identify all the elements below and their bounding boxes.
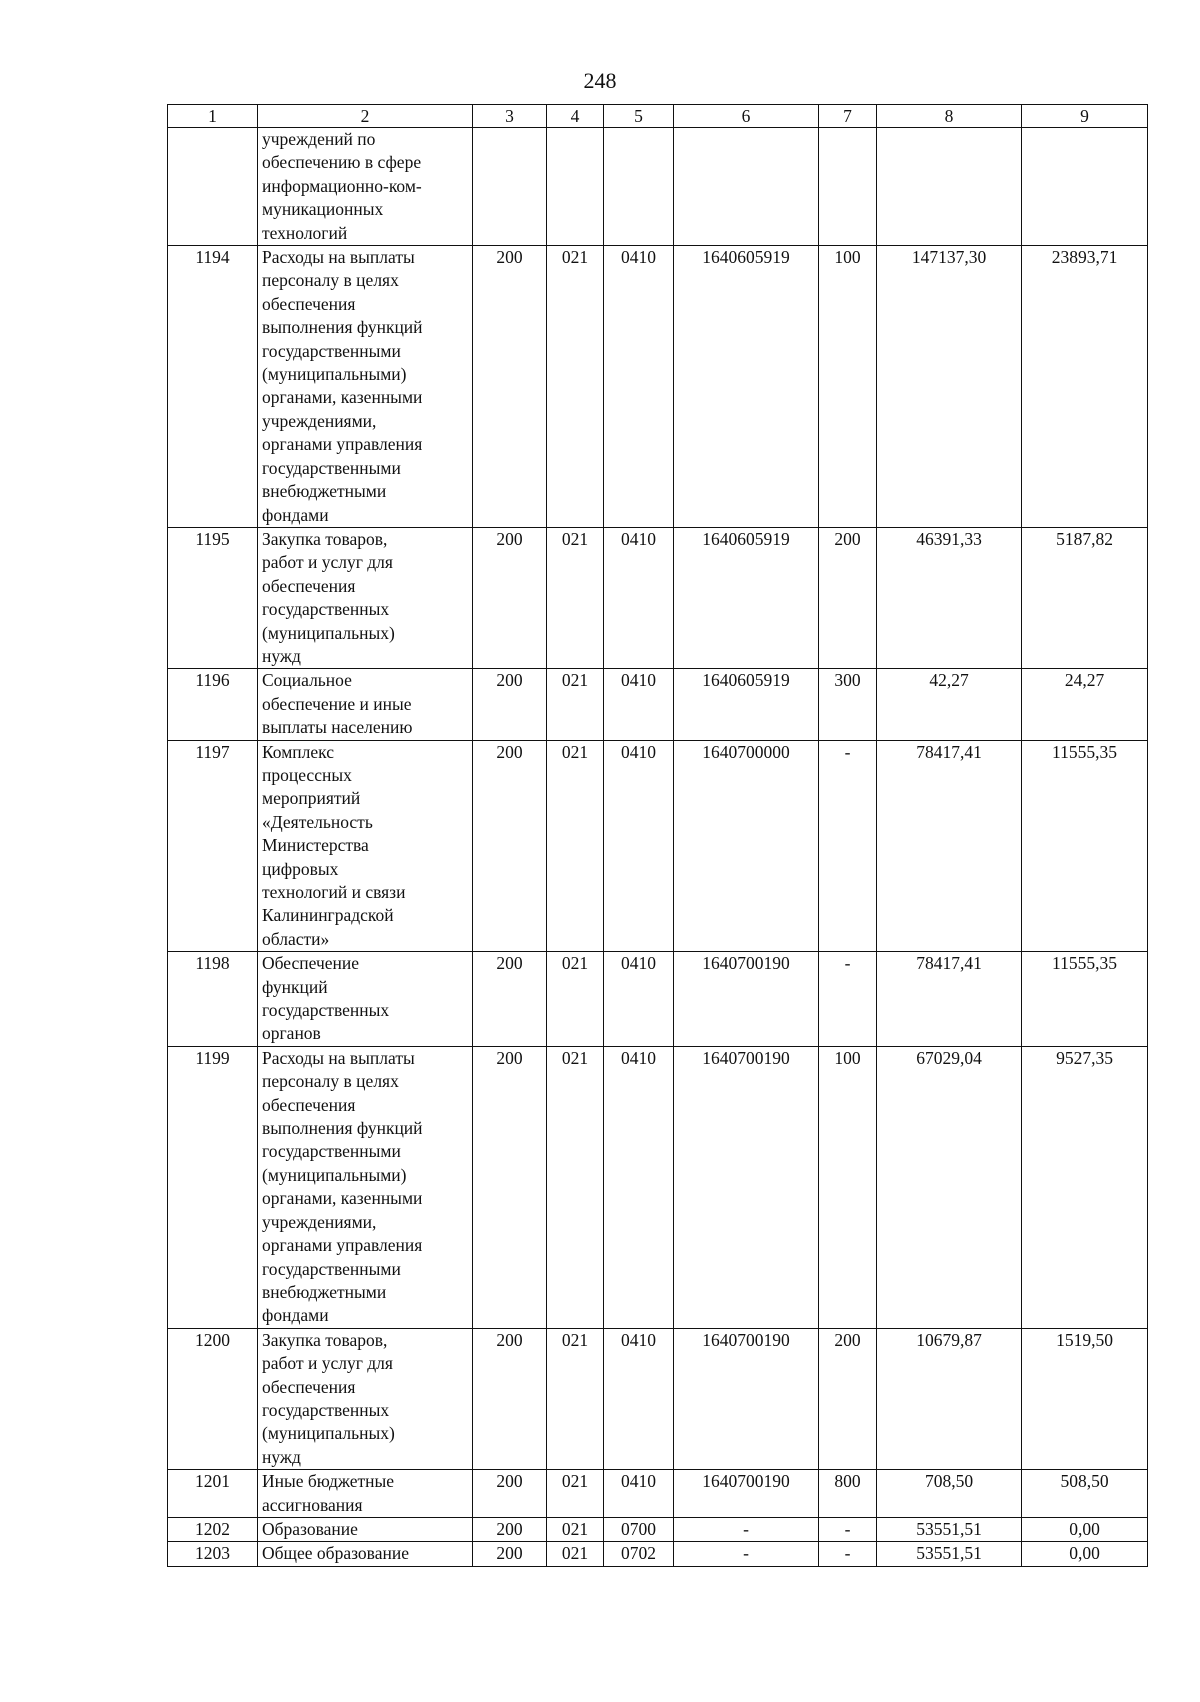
- item-name-line: работ и услуг для: [262, 552, 393, 573]
- code-cell-3: 200: [473, 1517, 547, 1541]
- code-cell-7: -: [819, 740, 877, 952]
- code-cell-6: 1640605919: [674, 527, 819, 668]
- item-name-line: Закупка товаров,: [262, 528, 388, 549]
- amount-cell-8: 53551,51: [877, 1517, 1022, 1541]
- item-name-line: государственными: [262, 1141, 401, 1162]
- code-cell-5: 0410: [604, 669, 674, 740]
- code-cell-4: 021: [547, 740, 604, 952]
- table-row: [168, 669, 1148, 740]
- item-name-line: выполнения функций: [262, 317, 423, 338]
- amount-cell-8: 67029,04: [877, 1046, 1022, 1328]
- item-name-line: внебюджетными: [262, 481, 387, 502]
- item-name-line: государственными: [262, 457, 401, 478]
- code-cell-4: 021: [547, 1517, 604, 1541]
- item-name-line: государственными: [262, 1258, 401, 1279]
- item-name-line: информационно-ком-: [262, 175, 422, 196]
- item-name-line: персоналу в целях: [262, 270, 399, 291]
- table-row: [168, 1517, 1148, 1541]
- item-name-line: работ и услуг для: [262, 1353, 393, 1374]
- item-name-line: Обеспечение: [262, 953, 360, 974]
- code-cell-5: 0700: [604, 1517, 674, 1541]
- code-cell-5: 0410: [604, 246, 674, 528]
- code-cell-7: 100: [819, 1046, 877, 1328]
- row-number-cell: 1196: [168, 669, 258, 740]
- item-name-line: обеспечения: [262, 1094, 356, 1115]
- code-cell-6: -: [674, 1542, 819, 1566]
- item-name-line: (муниципальных): [262, 622, 395, 643]
- item-name-line: Расходы на выплаты: [262, 1047, 415, 1068]
- item-name-line: технологий: [262, 222, 348, 243]
- table-row: [168, 527, 1148, 668]
- item-name-line: Закупка товаров,: [262, 1329, 388, 1350]
- amount-cell-9: 5187,82: [1022, 527, 1148, 668]
- item-name-cell: [258, 952, 473, 1047]
- code-cell-7: 200: [819, 1328, 877, 1469]
- item-name-line: учреждений по: [262, 129, 376, 149]
- table-row: [168, 1046, 1148, 1328]
- item-name-cell: [258, 1046, 473, 1328]
- amount-cell-9: 1519,50: [1022, 1328, 1148, 1469]
- code-cell-3: 200: [473, 246, 547, 528]
- amount-cell-8: 42,27: [877, 669, 1022, 740]
- code-cell-7: 300: [819, 669, 877, 740]
- code-cell-6: 1640700190: [674, 1470, 819, 1518]
- item-name-line: органов: [262, 1023, 321, 1044]
- code-cell-3: 200: [473, 527, 547, 668]
- column-header: 3: [473, 105, 547, 128]
- budget-table: [167, 104, 1148, 1567]
- item-name-line: (муниципальными): [262, 1164, 407, 1185]
- item-name-line: ассигнования: [262, 1494, 363, 1515]
- code-cell-5: 0410: [604, 740, 674, 952]
- item-name-line: государственных: [262, 1399, 390, 1420]
- code-cell-7: -: [819, 1542, 877, 1566]
- column-header: 2: [258, 105, 473, 128]
- item-name-line: мероприятий: [262, 788, 361, 809]
- code-cell-7: -: [819, 952, 877, 1047]
- item-name-line: функций: [262, 976, 328, 997]
- row-number-cell: 1198: [168, 952, 258, 1047]
- amount-cell-8: 53551,51: [877, 1542, 1022, 1566]
- item-name-line: Общее образование: [262, 1543, 409, 1564]
- item-name-cell: [258, 1470, 473, 1518]
- item-name-line: Калининградской: [262, 905, 394, 926]
- table-row: [168, 1328, 1148, 1469]
- column-header: 4: [547, 105, 604, 128]
- code-cell-6: 1640700190: [674, 1328, 819, 1469]
- amount-cell-9: [1022, 128, 1148, 246]
- item-name-line: процессных: [262, 764, 352, 785]
- item-name-line: государственными: [262, 340, 401, 361]
- amount-cell-8: 10679,87: [877, 1328, 1022, 1469]
- column-header: 1: [168, 105, 258, 128]
- code-cell-5: 0410: [604, 1470, 674, 1518]
- code-cell-6: 1640700190: [674, 952, 819, 1047]
- row-number-cell: [168, 128, 258, 246]
- item-name-cell: [258, 669, 473, 740]
- code-cell-3: [473, 128, 547, 246]
- item-name-cell: [258, 246, 473, 528]
- item-name-cell: [258, 1517, 473, 1541]
- table-row: [168, 740, 1148, 952]
- item-name-line: Социальное: [262, 670, 352, 691]
- item-name-line: Министерства: [262, 835, 369, 856]
- amount-cell-8: 78417,41: [877, 740, 1022, 952]
- table-row: [168, 246, 1148, 528]
- code-cell-5: 0410: [604, 527, 674, 668]
- item-name-line: выплаты населению: [262, 717, 413, 738]
- table-body: [168, 128, 1148, 1567]
- table-row: [168, 1542, 1148, 1566]
- item-name-line: персоналу в целях: [262, 1071, 399, 1092]
- row-number-cell: 1199: [168, 1046, 258, 1328]
- item-name-line: органами управления: [262, 1235, 423, 1256]
- code-cell-5: [604, 128, 674, 246]
- row-number-cell: 1197: [168, 740, 258, 952]
- item-name-line: органами, казенными: [262, 387, 423, 408]
- code-cell-5: 0410: [604, 1046, 674, 1328]
- code-cell-3: 200: [473, 1328, 547, 1469]
- item-name-line: выполнения функций: [262, 1118, 423, 1139]
- code-cell-4: 021: [547, 527, 604, 668]
- code-cell-6: 1640700000: [674, 740, 819, 952]
- item-name-line: цифровых: [262, 858, 339, 879]
- code-cell-7: -: [819, 1517, 877, 1541]
- amount-cell-8: 78417,41: [877, 952, 1022, 1047]
- column-header: 5: [604, 105, 674, 128]
- table-row: [168, 952, 1148, 1047]
- item-name-line: государственных: [262, 599, 390, 620]
- code-cell-4: 021: [547, 669, 604, 740]
- item-name-line: Иные бюджетные: [262, 1471, 395, 1492]
- code-cell-7: 100: [819, 246, 877, 528]
- amount-cell-8: [877, 128, 1022, 246]
- code-cell-4: 021: [547, 1470, 604, 1518]
- amount-cell-9: 11555,35: [1022, 952, 1148, 1047]
- code-cell-5: 0410: [604, 1328, 674, 1469]
- item-name-line: обеспечение и иные: [262, 693, 412, 714]
- item-name-line: обеспечению в сфере: [262, 152, 422, 173]
- item-name-cell: [258, 1328, 473, 1469]
- amount-cell-8: 46391,33: [877, 527, 1022, 668]
- amount-cell-9: 9527,35: [1022, 1046, 1148, 1328]
- row-number-cell: 1202: [168, 1517, 258, 1541]
- column-header: 6: [674, 105, 819, 128]
- column-header: 9: [1022, 105, 1148, 128]
- code-cell-3: 200: [473, 1542, 547, 1566]
- code-cell-4: 021: [547, 952, 604, 1047]
- item-name-line: нужд: [262, 645, 301, 666]
- code-cell-3: 200: [473, 1046, 547, 1328]
- code-cell-5: 0410: [604, 952, 674, 1047]
- item-name-line: учреждениями,: [262, 1211, 377, 1232]
- item-name-line: «Деятельность: [262, 811, 373, 832]
- code-cell-3: 200: [473, 669, 547, 740]
- row-number-cell: 1201: [168, 1470, 258, 1518]
- code-cell-7: 200: [819, 527, 877, 668]
- item-name-line: внебюджетными: [262, 1281, 387, 1302]
- code-cell-4: 021: [547, 1328, 604, 1469]
- code-cell-3: 200: [473, 952, 547, 1047]
- row-number-cell: 1203: [168, 1542, 258, 1566]
- table-row: [168, 1470, 1148, 1518]
- amount-cell-8: 147137,30: [877, 246, 1022, 528]
- code-cell-6: [674, 128, 819, 246]
- item-name-line: Комплекс: [262, 741, 334, 762]
- item-name-line: (муниципальными): [262, 364, 407, 385]
- amount-cell-9: 0,00: [1022, 1542, 1148, 1566]
- item-name-line: органами управления: [262, 434, 423, 455]
- item-name-line: муникационных: [262, 199, 384, 220]
- amount-cell-9: 23893,71: [1022, 246, 1148, 528]
- item-name-line: обеспечения: [262, 1376, 356, 1397]
- table-row: [168, 128, 1148, 246]
- column-number-row: [168, 105, 1148, 128]
- amount-cell-9: 0,00: [1022, 1517, 1148, 1541]
- amount-cell-9: 11555,35: [1022, 740, 1148, 952]
- item-name-line: области»: [262, 928, 330, 949]
- code-cell-6: 1640605919: [674, 246, 819, 528]
- item-name-line: органами, казенными: [262, 1188, 423, 1209]
- item-name-line: нужд: [262, 1446, 301, 1467]
- row-number-cell: 1194: [168, 246, 258, 528]
- code-cell-3: 200: [473, 1470, 547, 1518]
- column-header: 8: [877, 105, 1022, 128]
- column-header: 7: [819, 105, 877, 128]
- code-cell-7: [819, 128, 877, 246]
- item-name-line: (муниципальных): [262, 1423, 395, 1444]
- code-cell-4: 021: [547, 1542, 604, 1566]
- item-name-line: учреждениями,: [262, 410, 377, 431]
- code-cell-5: 0702: [604, 1542, 674, 1566]
- code-cell-4: 021: [547, 1046, 604, 1328]
- row-number-cell: 1195: [168, 527, 258, 668]
- item-name-line: технологий и связи: [262, 882, 406, 902]
- item-name-line: государственных: [262, 1000, 390, 1021]
- code-cell-6: 1640700190: [674, 1046, 819, 1328]
- code-cell-4: 021: [547, 246, 604, 528]
- item-name-cell: [258, 1542, 473, 1566]
- code-cell-6: -: [674, 1517, 819, 1541]
- code-cell-6: 1640605919: [674, 669, 819, 740]
- item-name-line: Расходы на выплаты: [262, 247, 415, 268]
- code-cell-3: 200: [473, 740, 547, 952]
- code-cell-7: 800: [819, 1470, 877, 1518]
- item-name-line: фондами: [262, 504, 329, 525]
- amount-cell-9: 24,27: [1022, 669, 1148, 740]
- page-number: 248: [583, 68, 617, 93]
- item-name-cell: [258, 128, 473, 246]
- amount-cell-8: 708,50: [877, 1470, 1022, 1518]
- row-number-cell: 1200: [168, 1328, 258, 1469]
- amount-cell-9: 508,50: [1022, 1470, 1148, 1518]
- item-name-line: фондами: [262, 1305, 329, 1326]
- item-name-line: Образование: [262, 1518, 358, 1539]
- item-name-line: обеспечения: [262, 293, 356, 314]
- code-cell-4: [547, 128, 604, 246]
- item-name-line: обеспечения: [262, 575, 356, 596]
- item-name-cell: [258, 740, 473, 952]
- item-name-cell: [258, 527, 473, 668]
